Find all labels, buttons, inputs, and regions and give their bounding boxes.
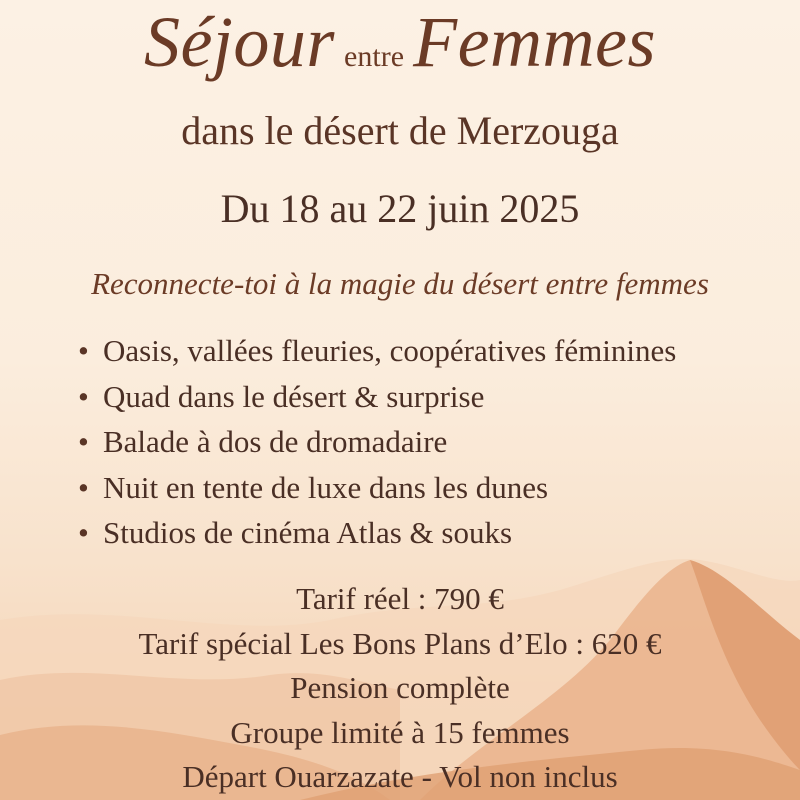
bullet-icon: • xyxy=(78,469,89,505)
bullet-icon: • xyxy=(78,424,89,459)
features-list xyxy=(78,328,676,556)
bullet-icon: • xyxy=(78,333,89,368)
feature-text: Studios de cinéma Atlas & souks xyxy=(103,515,513,550)
feature-item xyxy=(78,328,676,374)
title-word-entre: entre xyxy=(344,40,405,73)
trip-dates: Du 18 au 22 juin 2025 xyxy=(220,186,580,231)
group-size-info: Groupe limité à 15 femmes xyxy=(230,714,570,750)
title-word-femmes: Femmes xyxy=(413,2,657,82)
title-word-sejour: Séjour xyxy=(143,2,335,82)
feature-item xyxy=(78,465,676,511)
feature-text: Quad dans le désert & surprise xyxy=(103,378,485,414)
board-info: Pension complète xyxy=(290,670,510,705)
feature-item xyxy=(78,510,676,556)
feature-text: Balade à dos de dromadaire xyxy=(103,424,448,459)
feature-item xyxy=(78,374,676,420)
poster-title xyxy=(0,2,800,82)
feature-text: Nuit en tente de luxe dans les dunes xyxy=(103,469,549,505)
bullet-icon: • xyxy=(78,515,89,550)
tagline: Reconnecte-toi à la magie du désert entre femmes xyxy=(91,266,709,301)
special-price: Tarif spécial Les Bons Plans d’Elo : 620 € xyxy=(138,625,662,661)
regular-price: Tarif réel : 790 € xyxy=(296,581,504,616)
feature-text: Oasis, vallées fleuries, coopératives féminines xyxy=(103,333,677,368)
pricing-info xyxy=(0,577,800,800)
feature-item xyxy=(78,419,676,465)
departure-info: Départ Ouarzazate - Vol non inclus xyxy=(182,759,618,794)
bullet-icon: • xyxy=(78,378,89,414)
subtitle-location: dans le désert de Merzouga xyxy=(181,108,619,153)
